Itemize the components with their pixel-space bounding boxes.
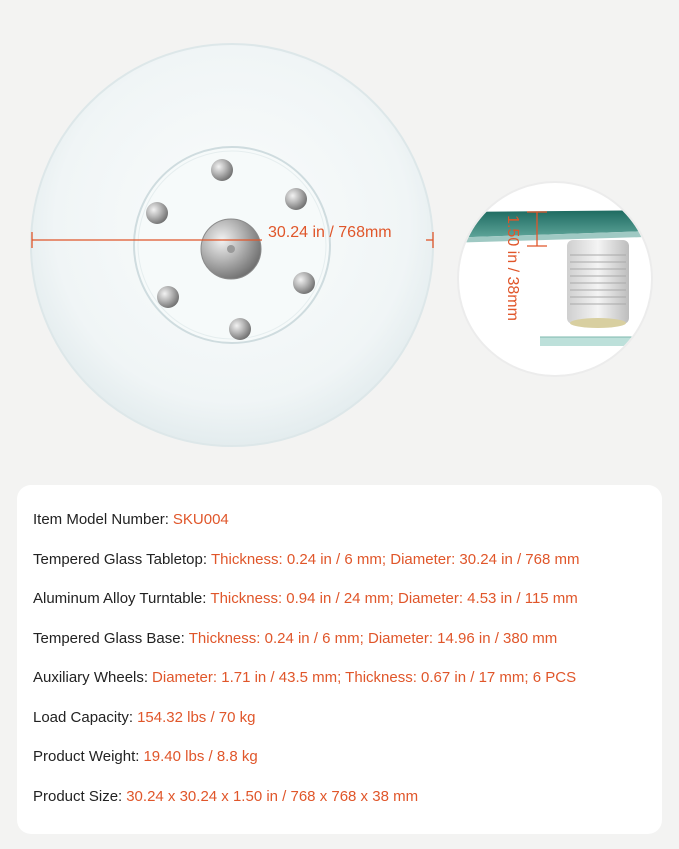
diameter-label: 30.24 in / 768mm: [268, 224, 392, 241]
wheel-stud: [229, 318, 251, 340]
wheel-stud: [157, 286, 179, 308]
height-detail-inset: [445, 182, 679, 376]
spec-value: Thickness: 0.24 in / 6 mm; Diameter: 14.96 in / 380 mm: [188, 630, 558, 647]
spec-label: Tempered Glass Tabletop:: [33, 551, 207, 568]
spec-value: 154.32 lbs / 70 kg: [137, 709, 256, 726]
spec-row-glass-base: [33, 628, 654, 650]
spec-row-auxiliary-wheels: [33, 667, 654, 689]
spec-label: Product Weight:: [33, 748, 140, 765]
wheel-stud: [293, 272, 315, 294]
height-label: 1.50 in / 38mm: [504, 215, 521, 321]
spec-value: Thickness: 0.24 in / 6 mm; Diameter: 30.24 in / 768 mm: [211, 551, 580, 568]
wheel-stud: [211, 159, 233, 181]
spec-label: Auxiliary Wheels:: [33, 669, 149, 686]
spec-row-load-capacity: [33, 707, 654, 729]
spec-value: Thickness: 0.94 in / 24 mm; Diameter: 4.53 in / 115 mm: [210, 590, 578, 607]
spec-label: Product Size:: [33, 788, 123, 805]
spec-label: Load Capacity:: [33, 709, 134, 726]
spec-row-product-weight: [33, 746, 654, 768]
specifications-card: [17, 485, 662, 834]
spec-row-glass-tabletop: [33, 549, 654, 571]
wheel-stud: [146, 202, 168, 224]
spec-label: Item Model Number:: [33, 511, 169, 528]
spec-value: 30.24 x 30.24 x 1.50 in / 768 x 768 x 38 mm: [126, 788, 419, 805]
spec-row-model-number: [33, 509, 654, 531]
spec-value: 19.40 lbs / 8.8 kg: [143, 748, 258, 765]
spec-value: SKU004: [172, 511, 229, 528]
spec-row-product-size: [33, 786, 654, 808]
spec-label: Tempered Glass Base:: [33, 630, 185, 647]
spec-value: Diameter: 1.71 in / 43.5 mm; Thickness: 0.67 in / 17 mm; 6 PCS: [152, 669, 577, 686]
spec-label: Aluminum Alloy Turntable:: [33, 590, 207, 607]
spec-row-turntable: [33, 588, 654, 610]
wheel-stud: [285, 188, 307, 210]
